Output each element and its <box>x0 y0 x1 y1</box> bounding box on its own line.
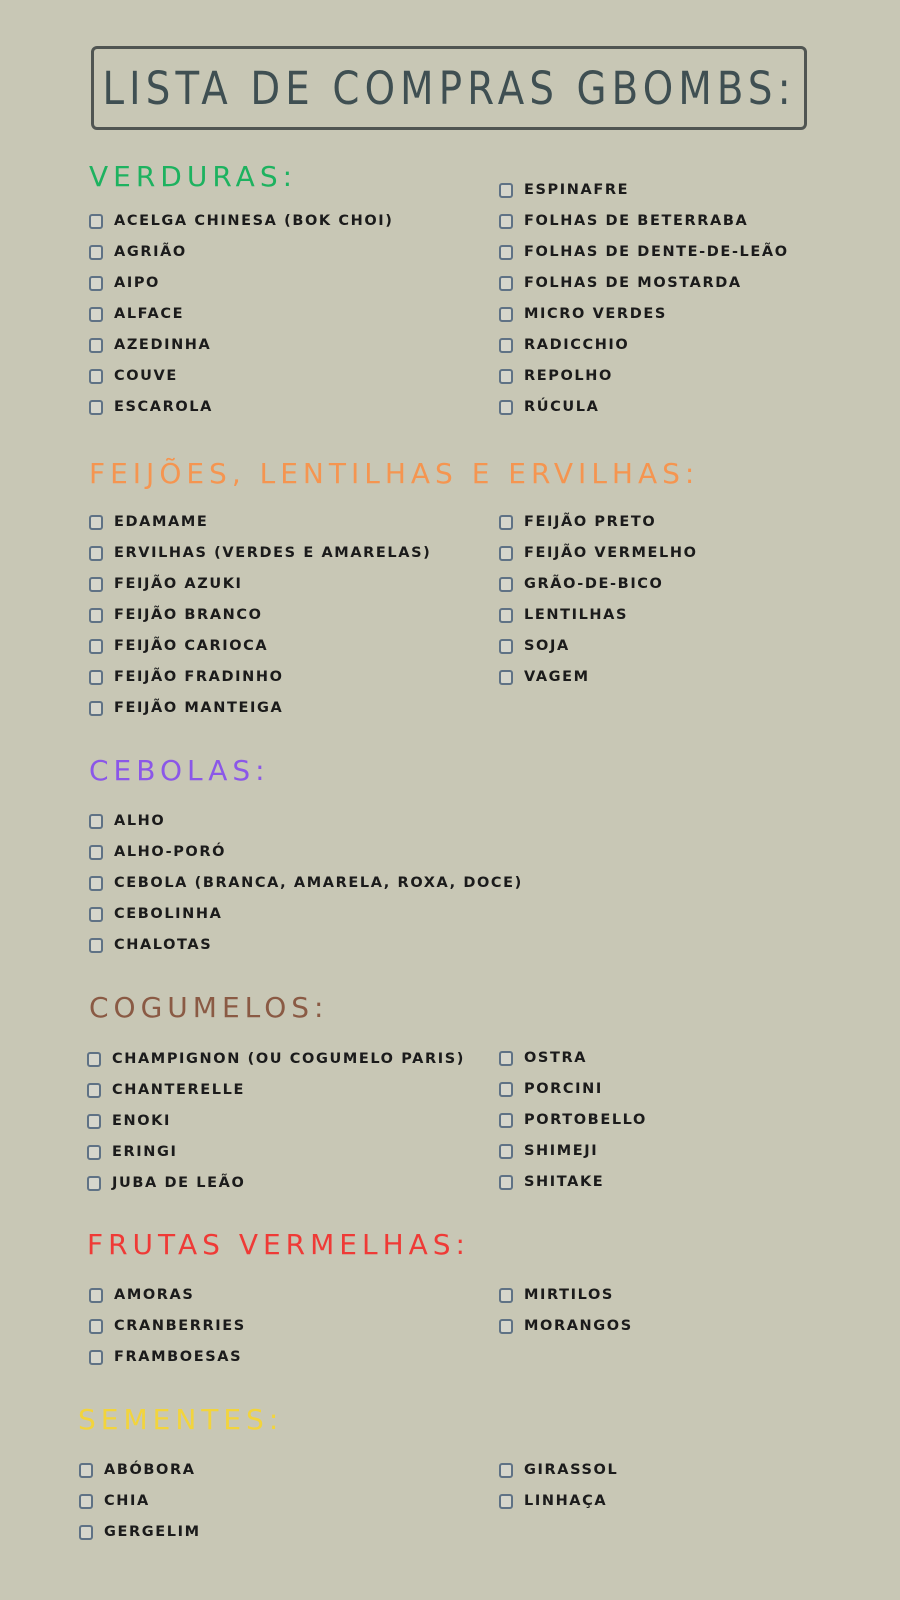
checklist-item-label: OSTRA <box>524 1050 588 1066</box>
checklist-item[interactable] <box>89 700 283 716</box>
checkbox[interactable] <box>89 245 103 260</box>
checklist-item[interactable] <box>89 638 268 654</box>
checkbox[interactable] <box>89 546 103 561</box>
checkbox[interactable] <box>89 1350 103 1365</box>
checkbox[interactable] <box>499 1288 513 1303</box>
checklist-item[interactable] <box>87 1051 465 1067</box>
checklist-item[interactable] <box>499 607 628 623</box>
checklist-item[interactable] <box>79 1493 150 1509</box>
checklist-item-label: AGRIÃO <box>114 244 187 260</box>
checklist-item[interactable] <box>89 545 431 561</box>
checklist-item[interactable] <box>499 368 613 384</box>
checklist-item[interactable] <box>499 1081 603 1097</box>
checklist-item[interactable] <box>89 213 394 229</box>
checklist-item-label: COUVE <box>114 368 178 384</box>
checklist-item-label: ERINGI <box>112 1144 178 1160</box>
checklist-item[interactable] <box>499 545 698 561</box>
checklist-item-label: ENOKI <box>112 1113 171 1129</box>
checklist-item-label: FEIJÃO VERMELHO <box>524 545 698 561</box>
checklist-item-label: ALHO-PORÓ <box>114 844 227 860</box>
checklist-item[interactable] <box>89 669 284 685</box>
checklist-item-label: ACELGA CHINESA (BOK CHOI) <box>114 213 394 229</box>
section-title-frutas: FRUTAS VERMELHAS: <box>87 1228 470 1261</box>
checkbox[interactable] <box>87 1083 101 1098</box>
checkbox[interactable] <box>89 670 103 685</box>
checklist-item[interactable] <box>499 514 656 530</box>
checkbox[interactable] <box>79 1494 93 1509</box>
checklist-item-label: CHANTERELLE <box>112 1082 245 1098</box>
checklist-item[interactable] <box>499 275 742 291</box>
checklist-item[interactable] <box>87 1144 178 1160</box>
checkbox[interactable] <box>79 1525 93 1540</box>
checklist-item[interactable] <box>499 1143 598 1159</box>
checkbox[interactable] <box>499 400 513 415</box>
checklist-item-label: AMORAS <box>114 1287 195 1303</box>
checkbox[interactable] <box>87 1052 101 1067</box>
checkbox[interactable] <box>89 1288 103 1303</box>
section-title-feijoes: FEIJÕES, LENTILHAS E ERVILHAS: <box>89 457 700 490</box>
checkbox[interactable] <box>89 845 103 860</box>
checkbox[interactable] <box>499 546 513 561</box>
checklist-item[interactable] <box>89 306 184 322</box>
checkbox[interactable] <box>89 608 103 623</box>
checklist-item[interactable] <box>89 1349 242 1365</box>
checklist-item-label: VAGEM <box>524 669 590 685</box>
checkbox[interactable] <box>89 814 103 829</box>
checklist-item[interactable] <box>499 306 667 322</box>
checklist-item-label: GERGELIM <box>104 1524 201 1540</box>
checklist-item[interactable] <box>499 1112 647 1128</box>
checklist-item-label: MORANGOS <box>524 1318 633 1334</box>
checkbox[interactable] <box>499 1144 513 1159</box>
checkbox[interactable] <box>89 1319 103 1334</box>
checklist-item[interactable] <box>87 1113 171 1129</box>
checklist-item-label: PORCINI <box>524 1081 603 1097</box>
checklist-item-label: FRAMBOESAS <box>114 1349 243 1365</box>
checkbox[interactable] <box>89 276 103 291</box>
checklist-item[interactable] <box>499 244 789 260</box>
checkbox[interactable] <box>499 245 513 260</box>
checklist-item-label: FEIJÃO MANTEIGA <box>114 700 284 716</box>
checklist-item[interactable] <box>499 399 599 415</box>
checklist-item-label: CEBOLA (BRANCA, AMARELA, ROXA, DOCE) <box>114 875 523 891</box>
checkbox[interactable] <box>79 1463 93 1478</box>
checklist-item[interactable] <box>89 368 178 384</box>
checklist-item-label: RÚCULA <box>524 399 600 415</box>
checklist-item[interactable] <box>89 1287 194 1303</box>
checklist-item-label: EDAMAME <box>114 514 209 530</box>
checklist-item-label: GRÃO-DE-BICO <box>524 576 664 592</box>
checklist-item-label: SHIMEJI <box>524 1143 599 1159</box>
checklist-item[interactable] <box>79 1462 196 1478</box>
checklist-item-label: FEIJÃO AZUKI <box>114 576 243 592</box>
checkbox[interactable] <box>499 338 513 353</box>
checkbox[interactable] <box>87 1145 101 1160</box>
checklist-item[interactable] <box>87 1082 245 1098</box>
checklist-item[interactable] <box>89 514 208 530</box>
checkbox[interactable] <box>499 1113 513 1128</box>
checklist-item[interactable] <box>499 669 590 685</box>
checklist-item-label: FOLHAS DE BETERRABA <box>524 213 749 229</box>
checkbox[interactable] <box>87 1114 101 1129</box>
checklist-item-label: JUBA DE LEÃO <box>112 1175 246 1191</box>
page-title: LISTA DE COMPRAS GBOMBS: <box>102 61 796 115</box>
checklist-item[interactable] <box>89 906 222 922</box>
checklist-item[interactable] <box>499 1493 607 1509</box>
checkbox[interactable] <box>499 1082 513 1097</box>
checkbox[interactable] <box>499 183 513 198</box>
checklist-item-label: CHALOTAS <box>114 937 213 953</box>
checklist-item-label: FEIJÃO FRADINHO <box>114 669 284 685</box>
checklist-item-label: CRANBERRIES <box>114 1318 246 1334</box>
checkbox[interactable] <box>89 307 103 322</box>
checklist-item-label: FOLHAS DE MOSTARDA <box>524 275 742 291</box>
checklist-item-label: PORTOBELLO <box>524 1112 647 1128</box>
checklist-item-label: SHITAKE <box>524 1174 605 1190</box>
checklist-item[interactable] <box>499 1287 614 1303</box>
checklist-item[interactable] <box>79 1524 201 1540</box>
checklist-item[interactable] <box>499 1318 633 1334</box>
checklist-item[interactable] <box>499 1462 618 1478</box>
checkbox[interactable] <box>89 400 103 415</box>
checkbox[interactable] <box>89 701 103 716</box>
checklist-item[interactable] <box>89 1318 246 1334</box>
checklist-item[interactable] <box>89 607 263 623</box>
checklist-item[interactable] <box>89 813 165 829</box>
checklist-item-label: CHIA <box>104 1493 150 1509</box>
checklist-item[interactable] <box>499 1050 587 1066</box>
checkbox[interactable] <box>499 1175 513 1190</box>
checkbox[interactable] <box>499 608 513 623</box>
checkbox[interactable] <box>89 214 103 229</box>
checklist-item-label: AIPO <box>114 275 160 291</box>
checklist-item-label: ABÓBORA <box>104 1462 196 1478</box>
checklist-item-label: FEIJÃO CARIOCA <box>114 638 269 654</box>
checklist-item-label: AZEDINHA <box>114 337 212 353</box>
checkbox[interactable] <box>89 515 103 530</box>
checklist-item[interactable] <box>89 337 211 353</box>
checklist-item-label: ESCAROLA <box>114 399 213 415</box>
checklist-item[interactable] <box>499 182 629 198</box>
checkbox[interactable] <box>499 1319 513 1334</box>
checkbox[interactable] <box>499 1463 513 1478</box>
section-title-cebolas: CEBOLAS: <box>89 754 270 787</box>
checklist-item-label: ALFACE <box>114 306 185 322</box>
checklist-item-label: GIRASSOL <box>524 1462 619 1478</box>
checkbox[interactable] <box>499 214 513 229</box>
checklist-item[interactable] <box>499 576 663 592</box>
checkbox[interactable] <box>89 577 103 592</box>
section-title-verduras: VERDURAS: <box>89 160 298 193</box>
checklist-item[interactable] <box>89 399 213 415</box>
checklist-item[interactable] <box>89 875 523 891</box>
checklist-item[interactable] <box>499 638 570 654</box>
checklist-item-label: MICRO VERDES <box>524 306 667 322</box>
checklist-item-label: FOLHAS DE DENTE-DE-LEÃO <box>524 244 789 260</box>
checklist-item[interactable] <box>89 275 160 291</box>
checkbox[interactable] <box>499 577 513 592</box>
checklist-item-label: CHAMPIGNON (OU COGUMELO PARIS) <box>112 1051 465 1067</box>
checklist-item-label: ERVILHAS (VERDES E AMARELAS) <box>114 545 432 561</box>
section-title-cogumelos: COGUMELOS: <box>89 991 329 1024</box>
checklist-item-label: CEBOLINHA <box>114 906 223 922</box>
checkbox[interactable] <box>499 1051 513 1066</box>
checklist-item-label: LENTILHAS <box>524 607 629 623</box>
checklist-item[interactable] <box>89 844 226 860</box>
checkbox[interactable] <box>499 276 513 291</box>
checklist-item-label: ESPINAFRE <box>524 182 630 198</box>
checkbox[interactable] <box>89 369 103 384</box>
checkbox[interactable] <box>499 670 513 685</box>
checkbox[interactable] <box>499 1494 513 1509</box>
checklist-item[interactable] <box>89 244 187 260</box>
checkbox[interactable] <box>89 907 103 922</box>
checklist-item-label: SOJA <box>524 638 570 654</box>
checklist-item[interactable] <box>499 1174 604 1190</box>
checklist-item[interactable] <box>499 213 748 229</box>
checkbox[interactable] <box>89 876 103 891</box>
title-box <box>91 46 807 130</box>
checklist-item-label: ALHO <box>114 813 166 829</box>
checklist-item[interactable] <box>499 337 629 353</box>
checklist-item-label: FEIJÃO PRETO <box>524 514 657 530</box>
checkbox[interactable] <box>499 369 513 384</box>
checklist-item[interactable] <box>87 1175 245 1191</box>
checkbox[interactable] <box>89 938 103 953</box>
checkbox[interactable] <box>87 1176 101 1191</box>
checkbox[interactable] <box>499 515 513 530</box>
checkbox[interactable] <box>89 338 103 353</box>
checklist-item[interactable] <box>89 937 212 953</box>
checklist-item[interactable] <box>89 576 243 592</box>
checklist-item-label: LINHAÇA <box>524 1493 608 1509</box>
checkbox[interactable] <box>499 307 513 322</box>
checklist-item-label: REPOLHO <box>524 368 613 384</box>
checkbox[interactable] <box>499 639 513 654</box>
checklist-item-label: FEIJÃO BRANCO <box>114 607 263 623</box>
checklist-item-label: RADICCHIO <box>524 337 630 353</box>
checklist-item-label: MIRTILOS <box>524 1287 614 1303</box>
section-title-sementes: SEMENTES: <box>78 1403 284 1436</box>
checkbox[interactable] <box>89 639 103 654</box>
